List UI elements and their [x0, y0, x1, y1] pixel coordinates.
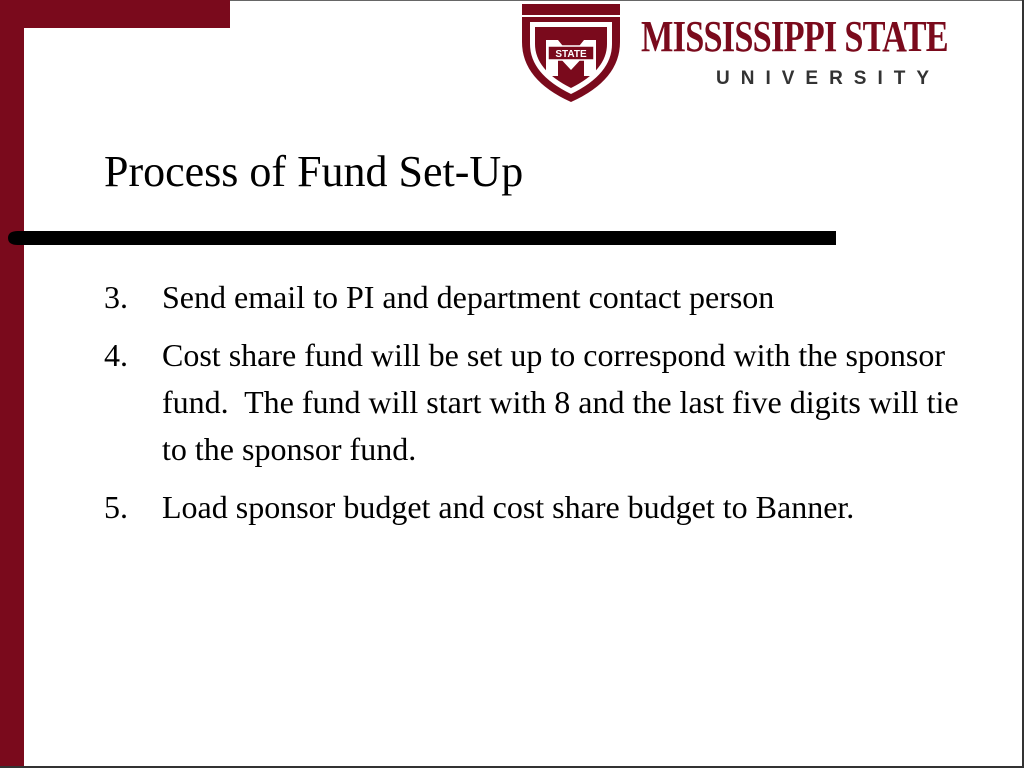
- seal-text: STATE: [555, 49, 587, 60]
- left-frame-bar: [0, 0, 24, 768]
- frame-top-edge: [230, 0, 1024, 1]
- logo-subtitle: UNIVERSITY: [716, 68, 941, 89]
- frame-corner-curve: [24, 28, 54, 58]
- bullet-list: [104, 274, 984, 542]
- item-number: 4.: [104, 337, 128, 373]
- list-item: [104, 332, 984, 473]
- logo-wordmark: MISSISSIPPI STATE: [641, 12, 948, 61]
- item-number: 3.: [104, 279, 128, 315]
- list-item: [104, 484, 984, 531]
- item-text: Load sponsor budget and cost share budget to Banner.: [162, 489, 855, 525]
- list-item: [104, 274, 984, 321]
- top-frame-bar: [0, 0, 230, 28]
- university-shield-logo: [518, 2, 624, 104]
- title-divider: [8, 229, 836, 247]
- item-text: Cost share fund will be set up to correspond with the sponsor fund. The fund will start with 8 and the last five digits will tie to the sponsor fund.: [162, 337, 967, 467]
- item-text: Send email to PI and department contact person: [162, 279, 775, 315]
- item-number: 5.: [104, 489, 128, 525]
- slide-title: Process of Fund Set-Up: [104, 147, 524, 196]
